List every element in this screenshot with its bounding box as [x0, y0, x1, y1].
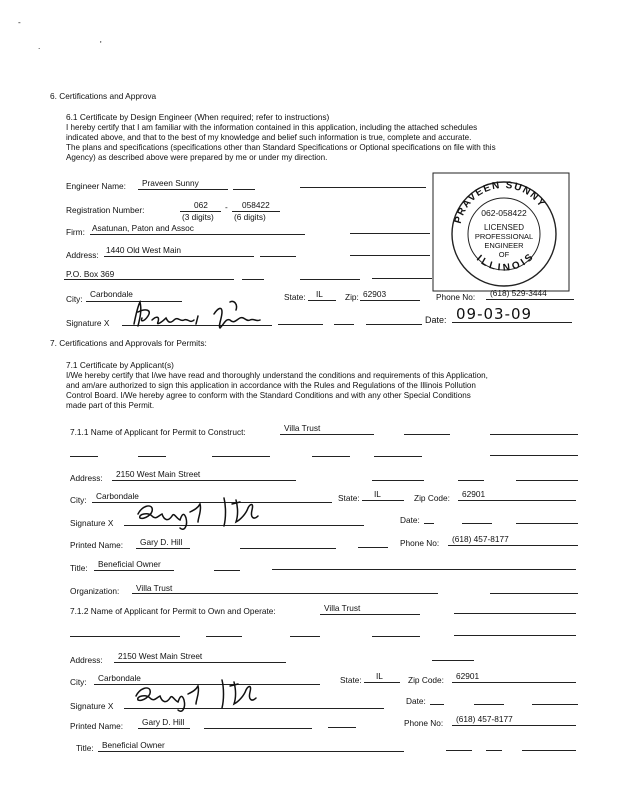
blank-line: [260, 256, 296, 257]
applicant-construct-signature: [128, 492, 278, 534]
engineer-state-value[interactable]: IL: [316, 289, 323, 299]
section-6-heading: 6. Certifications and Approva: [50, 91, 157, 101]
blank-line: [233, 189, 255, 190]
engineer-zip-line: [360, 300, 420, 301]
applicant-construct-zip-line: [458, 500, 576, 501]
seal-state: ILLINOIS: [474, 250, 538, 274]
blank-line: [404, 434, 450, 435]
blank-line: [350, 255, 430, 256]
blank-line: [70, 456, 98, 457]
blank-line: [454, 613, 576, 614]
engineer-city-label: City:: [66, 294, 83, 304]
blank-line: [490, 434, 578, 435]
applicant-construct-state-line: [362, 500, 404, 501]
section-7-heading: 7. Certifications and Approvals for Permits:: [50, 338, 207, 348]
applicant-operate-title-line: [98, 751, 404, 752]
blank-line: [240, 548, 336, 549]
seal-of: OF: [498, 250, 510, 259]
engineer-phone-value[interactable]: (618) 529-3444: [490, 288, 547, 298]
po-box[interactable]: P.O. Box 369: [66, 269, 115, 279]
engineer-date-value[interactable]: 09-03-09: [456, 305, 533, 323]
applicant-construct-city-value[interactable]: Carbondale: [96, 491, 139, 501]
engineer-seal-frame: [432, 172, 570, 292]
blank-line: [350, 233, 430, 234]
applicant-operate-name-line: [320, 614, 420, 615]
applicant-operate-phone-line: [452, 725, 576, 726]
applicant-operate-state-label: State:: [340, 675, 362, 685]
applicant-construct-printed-line: [136, 548, 190, 549]
engineer-seal: [432, 172, 570, 292]
seal-professional: PROFESSIONAL: [474, 232, 534, 241]
applicant-operate-address-line: [114, 662, 286, 663]
blank-line: [490, 455, 578, 456]
applicant-operate-zip-line: [452, 682, 576, 683]
applicant-operate-city-label: City:: [70, 677, 87, 687]
svg-text:PRAVEEN SUNNY: [453, 180, 548, 225]
applicant-construct-zip-label: Zip Code:: [414, 493, 450, 503]
applicant-construct-phone-line: [448, 545, 578, 546]
blank-line: [206, 636, 242, 637]
applicant-operate-name[interactable]: Villa Trust: [324, 603, 361, 613]
seal-name: PRAVEEN SUNNY: [452, 179, 548, 225]
applicant-construct-name-line: [280, 434, 374, 435]
registration-prefix[interactable]: 062: [194, 200, 208, 210]
applicant-construct-date-line: [424, 523, 434, 524]
firm-label: Firm:: [66, 227, 85, 237]
engineer-name-line: [138, 189, 228, 190]
firm-line: [90, 234, 305, 235]
applicant-operate-date-label: Date:: [406, 696, 426, 706]
applicant-operate-title-value[interactable]: Beneficial Owner: [102, 740, 165, 750]
blank-line: [300, 279, 360, 280]
engineer-signature: [126, 296, 296, 332]
applicant-operate-title-label: Title:: [76, 743, 94, 753]
blank-line: [328, 727, 356, 728]
blank-line: [532, 704, 578, 705]
applicant-operate-printed-value[interactable]: Gary D. Hill: [142, 717, 185, 727]
applicant-construct-org-label: Organization:: [70, 586, 120, 596]
engineer-address-line: [104, 256, 254, 257]
engineer-zip-value[interactable]: 62903: [363, 289, 387, 299]
applicant-operate-phone-value[interactable]: (618) 457-8177: [456, 714, 513, 724]
engineer-phone-line: [486, 299, 574, 300]
applicant-construct-printed-value[interactable]: Gary D. Hill: [140, 537, 183, 547]
applicant-construct-city-label: City:: [70, 495, 87, 505]
blank-line: [486, 750, 502, 751]
engineer-zip-label: Zip:: [345, 292, 359, 302]
scan-mark: -: [18, 17, 21, 27]
blank-line: [70, 636, 180, 637]
applicant-operate-address-value[interactable]: 2150 West Main Street: [118, 651, 203, 661]
blank-line: [366, 324, 422, 325]
blank-line: [516, 523, 578, 524]
applicant-construct-address-line: [112, 480, 296, 481]
applicant-operate-printed-label: Printed Name:: [70, 721, 124, 731]
applicant-construct-signature-label: Signature X: [70, 518, 114, 528]
applicant-construct-org-line: [132, 593, 438, 594]
blank-line: [312, 456, 350, 457]
seal-number: 062-058422: [481, 208, 527, 218]
applicant-operate-date-line: [430, 704, 444, 705]
engineer-address-label: Address:: [66, 250, 99, 260]
blank-line: [474, 704, 504, 705]
applicant-construct-zip-value[interactable]: 62901: [462, 489, 486, 499]
applicant-construct-title-value[interactable]: Beneficial Owner: [98, 559, 161, 569]
applicant-construct-phone-value[interactable]: (618) 457-8177: [452, 534, 509, 544]
blank-line: [372, 278, 432, 279]
blank-line: [462, 523, 492, 524]
blank-line: [490, 593, 578, 594]
applicant-construct-state-label: State:: [338, 493, 360, 503]
seal-licensed: LICENSED: [483, 223, 525, 232]
engineer-signature-label: Signature X: [66, 318, 110, 328]
blank-line: [334, 324, 354, 325]
applicant-construct-org-value[interactable]: Villa Trust: [136, 583, 173, 593]
applicant-construct-address-label: Address:: [70, 473, 103, 483]
blank-line: [372, 636, 420, 637]
scan-mark: .: [38, 41, 41, 51]
applicant-certification-text: I/We hereby certify that I/we have read and thoroughly understand the conditions and requirements of this Application, and am/are authorized to sign this application in accordance with the Rules and Regulations of the Illinois Pollution Control Board. I/We hereby agree to conform with the Standard Conditions and with any other Special Conditions made part of this Permit.: [66, 371, 488, 410]
applicant-construct-state-value[interactable]: IL: [374, 489, 381, 499]
blank-line: [290, 636, 320, 637]
applicant-construct-date-label: Date:: [400, 515, 420, 525]
applicant-operate-state-value[interactable]: IL: [376, 671, 383, 681]
registration-number[interactable]: 058422: [242, 200, 270, 210]
seal-engineer: ENGINEER: [484, 241, 524, 250]
blank-line: [138, 456, 166, 457]
applicant-construct-title-label: Title:: [70, 563, 88, 573]
engineer-address-value[interactable]: 1440 Old West Main: [106, 245, 182, 255]
engineer-name-value[interactable]: Praveen Sunny: [142, 178, 199, 188]
engineer-city-value[interactable]: Carbondale: [90, 289, 133, 299]
blank-line: [372, 480, 424, 481]
scan-mark: ': [100, 39, 102, 49]
blank-line: [300, 187, 426, 188]
applicant-operate-phone-label: Phone No:: [404, 718, 444, 728]
applicant-construct-phone-label: Phone No:: [400, 538, 440, 548]
engineer-certification-text: I hereby certify that I am familiar with the information contained in this application, including the attached schedules indicated above, and that to the best of my knowledge and belief such information is true, complete and accurate. The plans and specifications (specifications other than Standard Specifications or Optional specifications on file with this Agency) as described above were prepared by me or under my direction.: [66, 123, 496, 162]
applicant-operate-printed-line: [138, 728, 190, 729]
firm-value[interactable]: Asatunan, Paton and Assoc: [92, 223, 194, 233]
blank-line: [272, 569, 576, 570]
blank-line: [454, 635, 576, 636]
section-6-1-heading: 6.1 Certificate by Design Engineer (When required; refer to instructions): [66, 112, 330, 122]
applicant-operate-address-label: Address:: [70, 655, 103, 665]
blank-line: [516, 480, 578, 481]
blank-line: [432, 660, 474, 661]
blank-line: [212, 456, 270, 457]
applicant-construct-label: 7.1.1 Name of Applicant for Permit to Construct:: [70, 427, 246, 437]
blank-line: [358, 547, 388, 548]
registration-label: Registration Number:: [66, 205, 145, 215]
engineer-date-line: [452, 322, 572, 323]
engineer-date-label: Date:: [425, 315, 447, 325]
blank-line: [374, 456, 422, 457]
po-box-line: [64, 279, 234, 280]
engineer-state-label: State:: [284, 292, 306, 302]
blank-line: [214, 570, 240, 571]
applicant-construct-name[interactable]: Villa Trust: [284, 423, 321, 433]
section-7-1-heading: 7.1 Certificate by Applicant(s): [66, 360, 174, 370]
six-digits-hint: (6 digits): [234, 212, 266, 222]
engineer-state-line: [308, 300, 336, 301]
three-digits-hint: (3 digits): [182, 212, 214, 222]
applicant-construct-address-value[interactable]: 2150 West Main Street: [116, 469, 201, 479]
applicant-operate-zip-label: Zip Code:: [408, 675, 444, 685]
applicant-operate-state-line: [364, 682, 400, 683]
blank-line: [242, 279, 264, 280]
applicant-operate-label: 7.1.2 Name of Applicant for Permit to Own and Operate:: [70, 606, 276, 616]
applicant-construct-printed-label: Printed Name:: [70, 540, 124, 550]
applicant-operate-signature: [126, 672, 276, 716]
applicant-operate-city-value[interactable]: Carbondale: [98, 673, 141, 683]
applicant-construct-title-line: [94, 570, 174, 571]
engineer-phone-label: Phone No:: [436, 292, 476, 302]
registration-dash: -: [225, 202, 228, 212]
blank-line: [522, 750, 576, 751]
blank-line: [446, 750, 472, 751]
applicant-operate-zip-value[interactable]: 62901: [456, 671, 480, 681]
applicant-operate-signature-label: Signature X: [70, 701, 114, 711]
blank-line: [204, 728, 312, 729]
engineer-name-label: Engineer Name:: [66, 181, 126, 191]
blank-line: [458, 480, 484, 481]
